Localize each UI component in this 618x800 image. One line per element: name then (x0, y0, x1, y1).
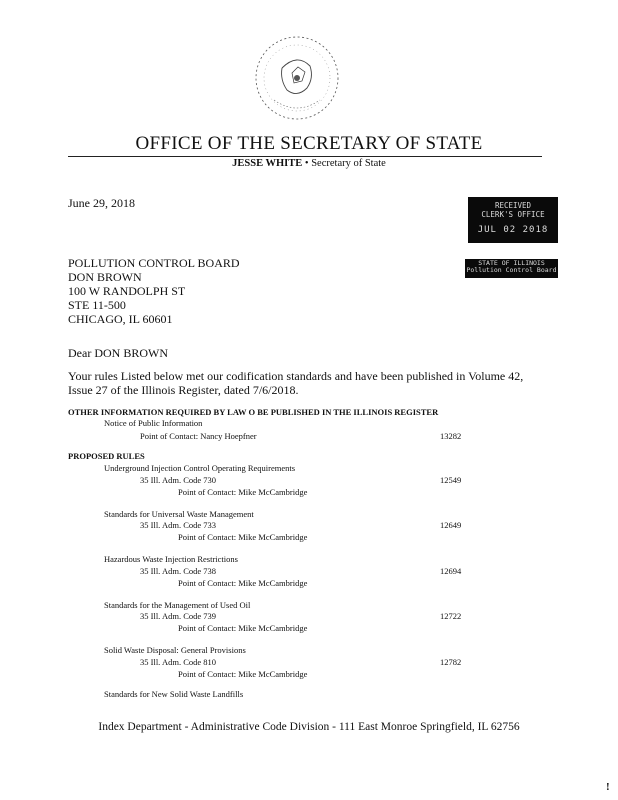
secretary-name: JESSE WHITE (232, 158, 303, 169)
received-stamp-date: JUL 02 2018 (477, 225, 549, 235)
item-contact: Point of Contact: Mike McCambridge (178, 623, 308, 633)
title-divider (68, 156, 542, 157)
item-contact: Point of Contact: Mike McCambridge (178, 669, 308, 679)
item-contact: Point of Contact: Mike McCambridge (178, 578, 308, 588)
item-page: 12694 (440, 566, 462, 576)
secretary-role: • Secretary of State (302, 158, 386, 169)
office-title: OFFICE OF THE SECRETARY OF STATE (135, 133, 483, 154)
item-title: Standards for New Solid Waste Landfills (104, 689, 244, 699)
edge-mark: ! (606, 781, 610, 793)
address-line: POLLUTION CONTROL BOARD (68, 256, 240, 270)
item-page: 12549 (440, 475, 462, 485)
state-board-stamp (465, 259, 558, 278)
item-title: Standards for the Management of Used Oil (104, 600, 251, 610)
item-title: Solid Waste Disposal: General Provisions (104, 645, 246, 655)
state-stamp-line1: STATE OF ILLINOIS (478, 259, 545, 267)
salutation: Dear DON BROWN (68, 346, 168, 360)
item-page: 12649 (440, 520, 462, 530)
item-page: 12782 (440, 657, 462, 667)
item-title: Hazardous Waste Injection Restrictions (104, 554, 238, 564)
address-line: 100 W RANDOLPH ST (68, 284, 186, 298)
item-contact: Point of Contact: Nancy Hoepfner (140, 431, 257, 441)
item-contact: Point of Contact: Mike McCambridge (178, 487, 308, 497)
item-page: 12722 (440, 611, 462, 621)
address-line: DON BROWN (68, 270, 142, 284)
footer-address: Index Department - Administrative Code Division - 111 East Monroe Springfield, IL 62756 (98, 721, 520, 733)
other-info-heading: OTHER INFORMATION REQUIRED BY LAW O BE PUBLISHED IN THE ILLINOIS REGISTER (68, 407, 439, 417)
body-line: Your rules Listed below met our codification standards and have been published in Volume 42, (68, 369, 524, 383)
item-code: 35 Ill. Adm. Code 739 (140, 611, 217, 621)
item-title: Notice of Public Information (104, 418, 203, 428)
address-line: CHICAGO, IL 60601 (68, 312, 173, 326)
state-seal-icon (252, 28, 342, 128)
item-page: 13282 (440, 431, 462, 441)
address-line: STE 11-500 (68, 298, 126, 312)
item-code: 35 Ill. Adm. Code 733 (140, 520, 217, 530)
proposed-heading: PROPOSED RULES (68, 451, 145, 461)
received-stamp (468, 197, 558, 243)
item-title: Underground Injection Control Operating Requirements (104, 463, 296, 473)
letter-date: June 29, 2018 (68, 196, 135, 210)
item-contact: Point of Contact: Mike McCambridge (178, 532, 308, 542)
item-code: 35 Ill. Adm. Code 730 (140, 475, 217, 485)
item-code: 35 Ill. Adm. Code 810 (140, 657, 217, 667)
secretary-line (0, 158, 618, 169)
item-code: 35 Ill. Adm. Code 738 (140, 566, 217, 576)
body-line: Issue 27 of the Illinois Register, dated 7/6/2018. (68, 383, 299, 397)
received-stamp-line2: CLERK'S OFFICE (481, 210, 545, 219)
state-stamp-line2: Pollution Control Board (466, 266, 557, 275)
item-title: Standards for Universal Waste Management (104, 509, 254, 519)
received-stamp-line1: RECEIVED (494, 201, 532, 210)
